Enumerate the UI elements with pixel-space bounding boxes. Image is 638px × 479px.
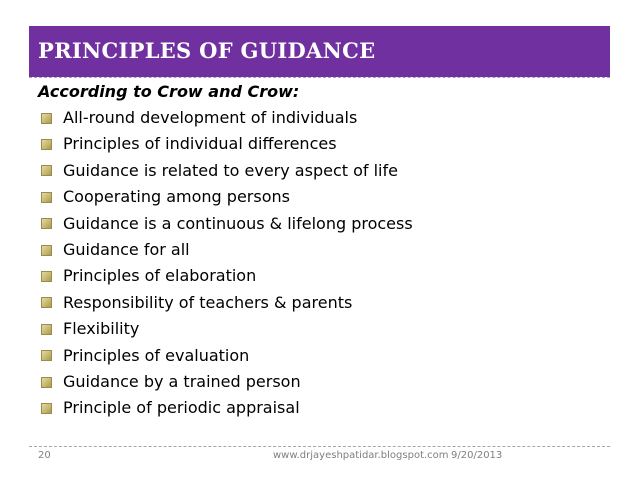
list-item <box>38 237 608 263</box>
square-bullet-icon <box>41 403 52 414</box>
list-item-text: Guidance is related to every aspect of life <box>63 160 398 180</box>
square-bullet-icon <box>41 139 52 150</box>
list-item <box>38 316 608 342</box>
square-bullet-icon <box>41 245 52 256</box>
list-item <box>38 369 608 395</box>
list-item <box>38 131 608 157</box>
footer-divider <box>29 446 610 447</box>
square-bullet-icon <box>41 377 52 388</box>
list-item-text: Cooperating among persons <box>63 187 290 207</box>
square-bullet-icon <box>41 218 52 229</box>
list-item-text: All-round development of individuals <box>63 108 358 127</box>
slide-title: PRINCIPLES OF GUIDANCE <box>38 38 376 63</box>
list-item-text: Principles of evaluation <box>63 345 250 365</box>
list-item <box>38 263 608 289</box>
square-bullet-icon <box>41 113 52 124</box>
intro-text: According to Crow and Crow: <box>38 82 300 101</box>
list-item-text: Guidance is a continuous & lifelong process <box>63 213 413 233</box>
slide-number: 20 <box>38 450 51 461</box>
title-bar <box>29 26 610 77</box>
square-bullet-icon <box>41 271 52 282</box>
list-item <box>38 211 608 237</box>
square-bullet-icon <box>41 297 52 308</box>
square-bullet-icon <box>41 192 52 203</box>
footer-url: www.drjayeshpatidar.blogspot.com <box>273 450 449 461</box>
slide-content <box>38 79 608 422</box>
list-item-text: Guidance for all <box>63 239 190 259</box>
list-item <box>38 184 608 210</box>
square-bullet-icon <box>41 324 52 335</box>
footer-date: 9/20/2013 <box>451 450 503 461</box>
square-bullet-icon <box>41 350 52 361</box>
list-item <box>38 290 608 316</box>
list-item <box>38 158 608 184</box>
list-item-text: Flexibility <box>63 319 140 339</box>
bullet-list <box>38 105 608 422</box>
title-divider <box>29 77 610 78</box>
square-bullet-icon <box>41 165 52 176</box>
list-item-text: Principles of elaboration <box>63 266 257 286</box>
list-item <box>38 105 608 131</box>
list-item-text: Responsibility of teachers & parents <box>63 292 353 312</box>
list-item-text: Principle of periodic appraisal <box>63 398 300 418</box>
list-item <box>38 395 608 421</box>
list-item-text: Principles of individual differences <box>63 134 337 154</box>
list-item-text: Guidance by a trained person <box>63 371 301 391</box>
list-item <box>38 343 608 369</box>
